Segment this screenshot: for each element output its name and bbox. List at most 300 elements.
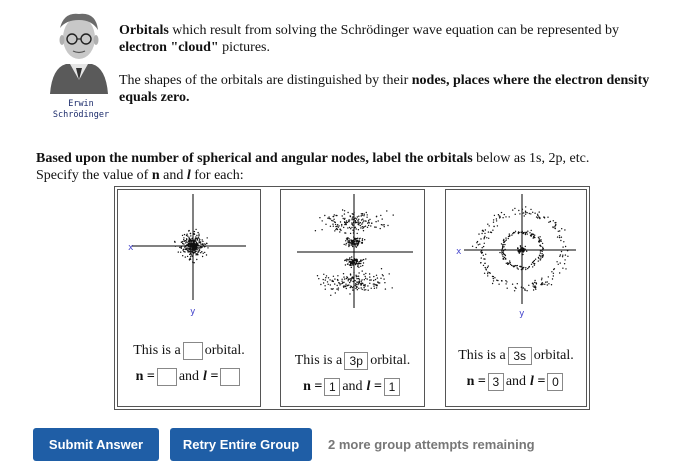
electron-density-dot bbox=[478, 233, 479, 234]
electron-density-dot bbox=[488, 265, 489, 266]
electron-density-dot bbox=[506, 239, 507, 240]
electron-density-dot bbox=[493, 280, 494, 281]
instructions-text: below as 1s, 2p, etc. bbox=[472, 151, 590, 166]
electron-density-dot bbox=[199, 240, 200, 241]
electron-density-dot bbox=[366, 217, 367, 218]
electron-density-dot bbox=[355, 222, 356, 223]
electron-density-dot bbox=[360, 263, 361, 264]
electron-density-dot bbox=[340, 230, 341, 231]
electron-density-dot bbox=[530, 213, 531, 214]
electron-density-dot bbox=[341, 281, 342, 282]
electron-density-dot bbox=[353, 240, 354, 241]
electron-density-dot bbox=[544, 284, 545, 285]
electron-density-dot bbox=[353, 222, 354, 223]
electron-density-dot bbox=[343, 276, 344, 277]
x-axis-label: x bbox=[456, 247, 462, 257]
electron-density-dot bbox=[384, 282, 385, 283]
electron-density-dot bbox=[323, 274, 324, 275]
electron-density-dot bbox=[356, 278, 357, 279]
electron-density-dot bbox=[354, 218, 355, 219]
electron-density-dot bbox=[536, 216, 537, 217]
electron-density-dot bbox=[534, 260, 535, 261]
orbital-2-l-input[interactable]: 1 bbox=[384, 378, 400, 396]
electron-density-dot bbox=[380, 215, 381, 216]
electron-density-dot bbox=[339, 229, 340, 230]
electron-density-dot bbox=[363, 230, 364, 231]
electron-density-dot bbox=[349, 258, 350, 259]
electron-density-dot bbox=[184, 234, 185, 235]
electron-density-dot bbox=[347, 227, 348, 228]
electron-density-dot bbox=[364, 220, 365, 221]
electron-density-dot bbox=[485, 229, 486, 230]
intro-term-orbitals: Orbitals bbox=[119, 23, 169, 38]
electron-density-dot bbox=[528, 285, 529, 286]
electron-density-dot bbox=[190, 256, 191, 257]
electron-density-dot bbox=[553, 220, 554, 221]
electron-density-dot bbox=[483, 255, 484, 256]
electron-density-dot bbox=[197, 244, 198, 245]
electron-density-dot bbox=[520, 245, 521, 246]
electron-density-dot bbox=[361, 281, 362, 282]
electron-density-dot bbox=[356, 228, 357, 229]
electron-density-dot bbox=[481, 257, 482, 258]
electron-density-dot bbox=[351, 267, 352, 268]
electron-density-dot bbox=[344, 232, 345, 233]
electron-density-dot bbox=[360, 260, 361, 261]
orbital-1-answer-input[interactable] bbox=[183, 342, 203, 360]
electron-density-dot bbox=[485, 254, 486, 255]
electron-density-dot bbox=[551, 284, 552, 285]
orbital-3-l-input[interactable]: 0 bbox=[547, 373, 563, 391]
electron-density-dot bbox=[389, 273, 390, 274]
electron-density-dot bbox=[558, 264, 559, 265]
electron-density-dot bbox=[522, 213, 523, 214]
electron-density-dot bbox=[518, 232, 519, 233]
electron-density-dot bbox=[187, 235, 188, 236]
electron-density-dot bbox=[524, 290, 525, 291]
electron-density-dot bbox=[533, 236, 534, 237]
electron-density-dot bbox=[540, 259, 541, 260]
electron-density-dot bbox=[360, 227, 361, 228]
electron-density-dot bbox=[492, 230, 493, 231]
electron-density-dot bbox=[561, 228, 562, 229]
electron-density-dot bbox=[502, 246, 503, 247]
electron-density-dot bbox=[480, 262, 481, 263]
electron-density-dot bbox=[539, 218, 540, 219]
electron-density-dot bbox=[186, 234, 187, 235]
electron-density-dot bbox=[318, 278, 319, 279]
electron-density-dot bbox=[350, 216, 351, 217]
orbital-3-answer-input[interactable]: 3s bbox=[508, 347, 532, 365]
electron-density-dot bbox=[346, 224, 347, 225]
electron-density-dot bbox=[483, 238, 484, 239]
electron-density-dot bbox=[196, 247, 197, 248]
electron-density-dot bbox=[484, 236, 485, 237]
electron-density-dot bbox=[182, 235, 183, 236]
orbital-2-n-input[interactable]: 1 bbox=[324, 378, 340, 396]
electron-density-dot bbox=[540, 252, 541, 253]
electron-density-dot bbox=[482, 230, 483, 231]
electron-density-dot bbox=[532, 212, 533, 213]
electron-density-dot bbox=[185, 246, 186, 247]
electron-density-dot bbox=[506, 263, 507, 264]
electron-density-dot bbox=[561, 251, 562, 252]
electron-density-dot bbox=[480, 251, 481, 252]
electron-density-dot bbox=[564, 259, 565, 260]
electron-density-dot bbox=[543, 216, 544, 217]
electron-density-dot bbox=[497, 280, 498, 281]
electron-density-dot bbox=[358, 216, 359, 217]
electron-density-dot bbox=[194, 247, 195, 248]
electron-density-dot bbox=[352, 263, 353, 264]
electron-density-dot bbox=[476, 247, 477, 248]
y-axis-label: y bbox=[519, 309, 525, 319]
electron-density-dot bbox=[515, 288, 516, 289]
electron-density-dot bbox=[505, 237, 506, 238]
electron-density-dot bbox=[198, 234, 199, 235]
electron-density-dot bbox=[383, 278, 384, 279]
orbital-2-answer-input[interactable]: 3p bbox=[344, 352, 368, 370]
electron-density-dot bbox=[205, 244, 206, 245]
electron-density-dot bbox=[489, 225, 490, 226]
electron-density-dot bbox=[188, 237, 189, 238]
electron-density-dot bbox=[345, 285, 346, 286]
electron-density-dot bbox=[518, 251, 519, 252]
electron-density-dot bbox=[502, 254, 503, 255]
electron-density-dot bbox=[203, 243, 204, 244]
electron-density-dot bbox=[547, 284, 548, 285]
electron-density-dot bbox=[482, 247, 483, 248]
electron-density-dot bbox=[344, 224, 345, 225]
electron-density-dot bbox=[353, 236, 354, 237]
electron-density-dot bbox=[352, 216, 353, 217]
electron-density-dot bbox=[347, 278, 348, 279]
retry-entire-group-button[interactable]: Retry Entire Group bbox=[170, 428, 312, 461]
electron-density-dot bbox=[373, 285, 374, 286]
orbital-panel-3 bbox=[445, 189, 587, 407]
and-text: and bbox=[342, 379, 363, 394]
electron-density-dot bbox=[520, 232, 521, 233]
electron-density-dot bbox=[335, 292, 336, 293]
electron-density-dot bbox=[527, 233, 528, 234]
electron-density-dot bbox=[373, 276, 374, 277]
electron-density-dot bbox=[539, 236, 540, 237]
electron-density-dot bbox=[346, 259, 347, 260]
electron-density-dot bbox=[325, 289, 326, 290]
electron-density-dot bbox=[375, 221, 376, 222]
orbital-1-n-input[interactable] bbox=[157, 368, 177, 386]
electron-density-dot bbox=[334, 230, 335, 231]
electron-density-dot bbox=[497, 225, 498, 226]
electron-density-dot bbox=[328, 277, 329, 278]
electron-density-dot bbox=[538, 216, 539, 217]
electron-density-dot bbox=[339, 231, 340, 232]
electron-density-dot bbox=[315, 230, 316, 231]
electron-density-dot bbox=[351, 261, 352, 262]
electron-density-dot bbox=[515, 214, 516, 215]
electron-density-dot bbox=[180, 252, 181, 253]
electron-density-dot bbox=[541, 253, 542, 254]
electron-density-dot bbox=[190, 250, 191, 251]
electron-density-dot bbox=[484, 233, 485, 234]
electron-density-dot bbox=[559, 256, 560, 257]
electron-density-dot bbox=[529, 266, 530, 267]
electron-density-dot bbox=[195, 236, 196, 237]
electron-density-dot bbox=[363, 262, 364, 263]
electron-density-dot bbox=[487, 224, 488, 225]
electron-density-dot bbox=[334, 214, 335, 215]
electron-density-dot bbox=[531, 234, 532, 235]
electron-density-dot bbox=[346, 243, 347, 244]
electron-density-dot bbox=[385, 288, 386, 289]
attempts-remaining-status: 2 more group attempts remaining bbox=[328, 437, 535, 452]
electron-density-dot bbox=[369, 279, 370, 280]
electron-density-dot bbox=[534, 287, 535, 288]
electron-density-dot bbox=[505, 255, 506, 256]
electron-density-dot bbox=[341, 224, 342, 225]
electron-density-dot bbox=[346, 260, 347, 261]
electron-density-dot bbox=[361, 284, 362, 285]
electron-density-dot bbox=[501, 250, 502, 251]
electron-density-dot bbox=[381, 268, 382, 269]
electron-density-dot bbox=[512, 209, 513, 210]
y-axis-label: y bbox=[190, 307, 196, 317]
electron-density-dot bbox=[358, 243, 359, 244]
electron-density-dot bbox=[375, 227, 376, 228]
electron-density-dot bbox=[386, 210, 387, 211]
electron-density-dot bbox=[351, 245, 352, 246]
electron-density-dot bbox=[502, 244, 503, 245]
orbital-plot-2 bbox=[283, 192, 422, 314]
electron-density-dot bbox=[554, 227, 555, 228]
orbital-1-l-input[interactable] bbox=[220, 368, 240, 386]
electron-density-dot bbox=[190, 247, 191, 248]
electron-density-dot bbox=[183, 237, 184, 238]
electron-density-dot bbox=[378, 220, 379, 221]
l-label: l = bbox=[203, 369, 219, 384]
orbital-3-n-input[interactable]: 3 bbox=[488, 373, 504, 391]
orbital-2-suffix: orbital. bbox=[370, 353, 411, 368]
electron-density-dot bbox=[524, 249, 525, 250]
electron-density-dot bbox=[505, 280, 506, 281]
electron-density-dot bbox=[494, 277, 495, 278]
electron-density-dot bbox=[344, 219, 345, 220]
electron-density-dot bbox=[558, 231, 559, 232]
electron-density-dot bbox=[533, 263, 534, 264]
electron-density-dot bbox=[356, 238, 357, 239]
and-text: and bbox=[505, 374, 527, 389]
electron-density-dot bbox=[203, 253, 204, 254]
instructions bbox=[36, 150, 656, 184]
electron-density-dot bbox=[349, 244, 350, 245]
electron-density-dot bbox=[498, 284, 499, 285]
electron-density-dot bbox=[521, 247, 522, 248]
electron-density-dot bbox=[494, 215, 495, 216]
electron-density-dot bbox=[190, 235, 191, 236]
electron-density-dot bbox=[522, 251, 523, 252]
electron-density-dot bbox=[340, 283, 341, 284]
electron-density-dot bbox=[339, 283, 340, 284]
electron-density-dot bbox=[369, 273, 370, 274]
electron-density-dot bbox=[562, 246, 563, 247]
electron-density-dot bbox=[509, 233, 510, 234]
electron-density-dot bbox=[190, 253, 191, 254]
electron-density-dot bbox=[328, 284, 329, 285]
electron-density-dot bbox=[347, 277, 348, 278]
electron-density-dot bbox=[190, 233, 191, 234]
electron-density-dot bbox=[501, 280, 502, 281]
electron-density-dot bbox=[525, 211, 526, 212]
electron-density-dot bbox=[358, 219, 359, 220]
electron-density-dot bbox=[350, 263, 351, 264]
electron-density-dot bbox=[194, 250, 195, 251]
electron-density-dot bbox=[198, 251, 199, 252]
submit-answer-button[interactable]: Submit Answer bbox=[33, 428, 159, 461]
electron-density-dot bbox=[483, 258, 484, 259]
electron-density-dot bbox=[198, 235, 199, 236]
electron-density-dot bbox=[481, 233, 482, 234]
electron-density-dot bbox=[194, 262, 195, 263]
electron-density-dot bbox=[195, 229, 196, 230]
electron-density-dot bbox=[525, 269, 526, 270]
electron-density-dot bbox=[199, 239, 200, 240]
electron-density-dot bbox=[186, 247, 187, 248]
electron-density-dot bbox=[333, 216, 334, 217]
electron-density-dot bbox=[526, 232, 527, 233]
electron-density-dot bbox=[501, 252, 502, 253]
electron-density-dot bbox=[351, 256, 352, 257]
electron-density-dot bbox=[192, 261, 193, 262]
electron-density-dot bbox=[175, 246, 176, 247]
electron-density-dot bbox=[364, 284, 365, 285]
electron-density-dot bbox=[567, 250, 568, 251]
intro-paragraph-2 bbox=[119, 72, 664, 106]
electron-density-dot bbox=[324, 215, 325, 216]
electron-density-dot bbox=[357, 264, 358, 265]
electron-density-dot bbox=[349, 282, 350, 283]
electron-density-dot bbox=[522, 231, 523, 232]
electron-density-dot bbox=[364, 279, 365, 280]
electron-density-dot bbox=[202, 246, 203, 247]
orbital-1-suffix: orbital. bbox=[204, 343, 245, 358]
electron-density-dot bbox=[358, 221, 359, 222]
electron-density-dot bbox=[501, 243, 502, 244]
electron-density-dot bbox=[376, 285, 377, 286]
electron-density-dot bbox=[348, 280, 349, 281]
electron-density-dot bbox=[350, 287, 351, 288]
electron-density-dot bbox=[559, 235, 560, 236]
electron-density-dot bbox=[356, 286, 357, 287]
electron-density-dot bbox=[333, 276, 334, 277]
electron-density-dot bbox=[345, 244, 346, 245]
electron-density-dot bbox=[346, 238, 347, 239]
electron-density-dot bbox=[380, 228, 381, 229]
electron-density-dot bbox=[362, 283, 363, 284]
electron-density-dot bbox=[345, 223, 346, 224]
electron-density-dot bbox=[358, 267, 359, 268]
electron-density-dot bbox=[343, 218, 344, 219]
electron-density-dot bbox=[350, 278, 351, 279]
electron-density-dot bbox=[479, 244, 480, 245]
electron-density-dot bbox=[366, 212, 367, 213]
electron-density-dot bbox=[487, 275, 488, 276]
electron-density-dot bbox=[357, 216, 358, 217]
electron-density-dot bbox=[185, 242, 186, 243]
electron-density-dot bbox=[531, 264, 532, 265]
electron-density-dot bbox=[562, 255, 563, 256]
electron-density-dot bbox=[375, 279, 376, 280]
electron-density-dot bbox=[353, 244, 354, 245]
electron-density-dot bbox=[333, 219, 334, 220]
electron-density-dot bbox=[186, 249, 187, 250]
electron-density-dot bbox=[504, 257, 505, 258]
electron-density-dot bbox=[517, 265, 518, 266]
electron-density-dot bbox=[350, 233, 351, 234]
portrait-caption bbox=[44, 99, 118, 121]
electron-density-dot bbox=[335, 224, 336, 225]
electron-density-dot bbox=[493, 278, 494, 279]
electron-density-dot bbox=[519, 213, 520, 214]
electron-density-dot bbox=[174, 241, 175, 242]
electron-density-dot bbox=[330, 226, 331, 227]
electron-density-dot bbox=[530, 235, 531, 236]
electron-density-dot bbox=[198, 248, 199, 249]
electron-density-dot bbox=[553, 275, 554, 276]
electron-density-dot bbox=[204, 246, 205, 247]
electron-density-dot bbox=[361, 279, 362, 280]
electron-density-dot bbox=[362, 270, 363, 271]
electron-density-dot bbox=[185, 256, 186, 257]
electron-density-dot bbox=[524, 215, 525, 216]
electron-density-dot bbox=[351, 219, 352, 220]
electron-density-dot bbox=[559, 237, 560, 238]
electron-density-dot bbox=[200, 247, 201, 248]
electron-density-dot bbox=[359, 241, 360, 242]
electron-density-dot bbox=[179, 247, 180, 248]
electron-density-dot bbox=[335, 222, 336, 223]
electron-density-dot bbox=[552, 227, 553, 228]
electron-density-dot bbox=[502, 256, 503, 257]
electron-density-dot bbox=[346, 288, 347, 289]
n-label: n = bbox=[303, 379, 323, 394]
electron-density-dot bbox=[359, 280, 360, 281]
electron-density-dot bbox=[371, 288, 372, 289]
electron-density-dot bbox=[502, 252, 503, 253]
electron-density-dot bbox=[186, 242, 187, 243]
electron-density-dot bbox=[520, 246, 521, 247]
electron-density-dot bbox=[197, 232, 198, 233]
electron-density-dot bbox=[207, 247, 208, 248]
electron-density-dot bbox=[330, 295, 331, 296]
electron-density-dot bbox=[361, 219, 362, 220]
electron-density-dot bbox=[198, 237, 199, 238]
electron-density-dot bbox=[330, 284, 331, 285]
instructions-line2-a: Specify the value of bbox=[36, 168, 152, 183]
electron-density-dot bbox=[321, 229, 322, 230]
electron-density-dot bbox=[355, 283, 356, 284]
electron-density-dot bbox=[353, 214, 354, 215]
electron-density-dot bbox=[493, 219, 494, 220]
electron-density-dot bbox=[492, 283, 493, 284]
electron-density-dot bbox=[353, 286, 354, 287]
electron-density-dot bbox=[353, 242, 354, 243]
electron-density-dot bbox=[555, 222, 556, 223]
electron-density-dot bbox=[319, 217, 320, 218]
x-axis-label: x bbox=[128, 243, 134, 253]
electron-density-dot bbox=[199, 247, 200, 248]
electron-density-dot bbox=[352, 246, 353, 247]
electron-density-dot bbox=[193, 253, 194, 254]
